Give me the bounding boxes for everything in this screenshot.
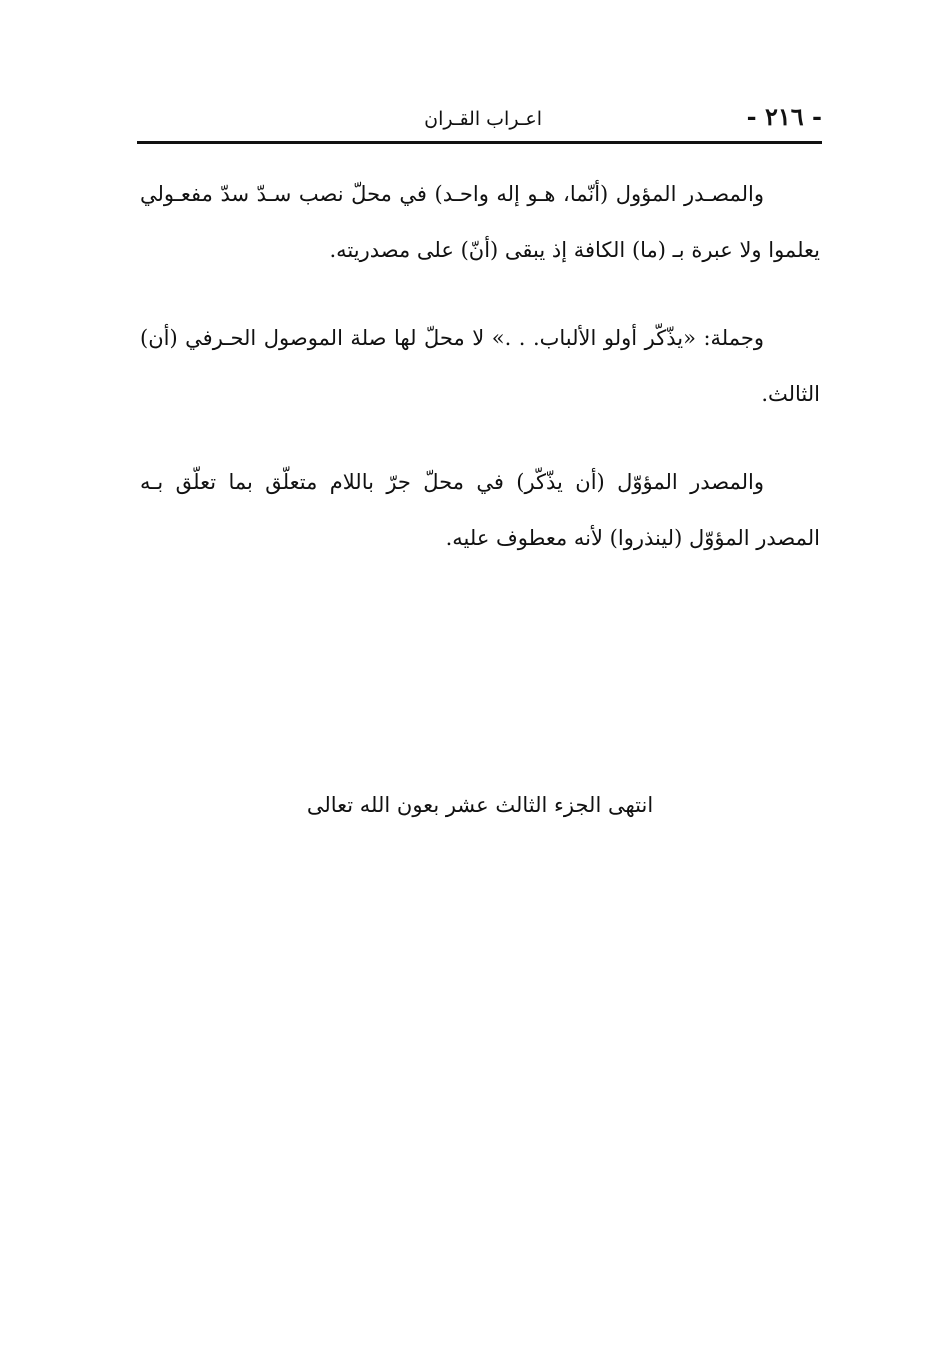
header-divider	[137, 141, 822, 144]
volume-end-note: انتهى الجزء الثالث عشر بعون الله تعالى	[306, 793, 654, 817]
main-text	[140, 166, 820, 598]
running-head	[137, 100, 822, 140]
book-title: اعـراب القـران	[424, 108, 542, 130]
paragraph-2: وجملة: «يذّكّر أولو الألباب. . .» لا محلّ لها صلة الموصول الحـرفي (أن) الثالث.	[140, 326, 820, 406]
paragraph-1: والمصـدر المؤول (أنّما، هـو إله واحـد) في محلّ نصب سـدّ سدّ مفعـولي يعلموا ولا عبرة بـ (ما) الكافة إذ يبقى (أنّ) على مصدريته.	[140, 182, 820, 262]
paragraph-3: والمصدر المؤوّل (أن يذّكّر) في محلّ جرّ باللام متعلّق بما تعلّق بـه المصدر المؤوّل (لينذروا) لأنه معطوف عليه.	[140, 470, 820, 550]
page-number: - ٢١٦ -	[746, 102, 822, 131]
